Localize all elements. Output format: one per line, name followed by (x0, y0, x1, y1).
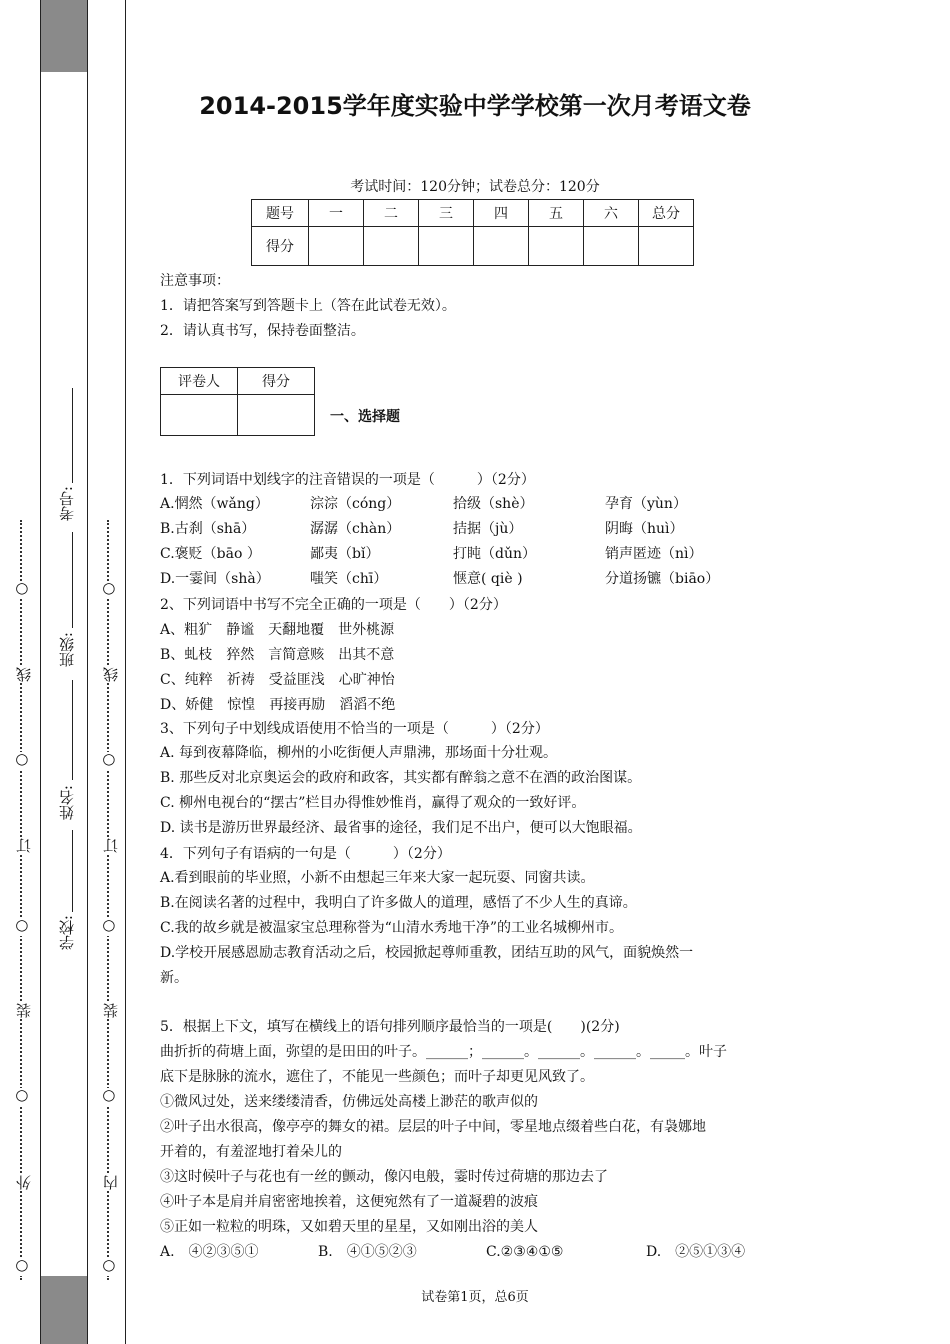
q5-choice-c: C.②③④①⑤ (486, 1244, 564, 1260)
margin-line-left (40, 0, 41, 1344)
page-title: 2014-2015学年度实验中学学校第一次月考语文卷 (199, 92, 751, 120)
score-cell[interactable] (419, 227, 474, 266)
q5-item-5: ⑤正如一粒粒的明珠，又如碧天里的星星，又如刚出浴的美人 (160, 1219, 538, 1235)
school-label: 学校: (58, 915, 76, 951)
q1-option-b (160, 518, 684, 538)
section-title: 一、选择题 (330, 409, 400, 425)
score-cell[interactable] (364, 227, 419, 266)
score-header-cell: 题号 (252, 200, 309, 227)
q1-d-1: D.一霎间（shà） (160, 571, 270, 587)
q3-option-b: B. 那些反对北京奥运会的政府和政客，其实都有醉翁之意不在酒的政治图谋。 (160, 770, 642, 786)
score-header-cell: 五 (529, 200, 584, 227)
q5-item-2-cont: 开着的，有羞涩地打着朵儿的 (160, 1144, 342, 1160)
q4-option-d: D.学校开展感恩励志教育活动之后，校园掀起尊师重教，团结互助的风气，面貌焕然一 (160, 945, 694, 961)
score-header-cell: 二 (364, 200, 419, 227)
q1-a-3: 拾级（shè） (453, 496, 534, 512)
q5-passage-1: 曲折折的荷塘上面，弥望的是田田的叶子。______；______。______。______。_____。叶子 (160, 1044, 727, 1060)
grader-header: 评卷人 (161, 368, 238, 395)
q1-d-4: 分道扬镳（biāo） (605, 571, 720, 587)
q5-choice-a: A. ④②③⑤① (160, 1244, 259, 1260)
q5-choice-d: D. ②⑤①③④ (646, 1244, 746, 1260)
inner-dotted-line (107, 520, 109, 1280)
q3-option-d: D. 读书是游历世界最经济、最省事的途径，我们足不出户，便可以大饱眼福。 (160, 820, 642, 836)
q2-option-a: A、粗犷 静谧 天翻地覆 世外桃源 (160, 622, 395, 638)
q5-passage-2: 底下是脉脉的流水，遮住了，不能见一些颜色；而叶子却更见风致了。 (160, 1069, 594, 1085)
q5-choices (160, 1241, 745, 1261)
name-label: 姓名: (58, 785, 76, 821)
q1-c-1: C.褒贬（bāo ） (160, 546, 261, 562)
inner-nei-char: 内 (102, 1175, 120, 1190)
score-header-cell: 一 (309, 200, 364, 227)
q1-b-1: B.古刹（shā） (160, 521, 256, 537)
outer-ding-char: 订 (15, 838, 33, 853)
q1-a-1: A.惘然（wǎng） (160, 496, 269, 512)
margin-line-middle (87, 0, 88, 1344)
grader-score-header: 得分 (238, 368, 315, 395)
score-table (251, 199, 694, 266)
score-header-cell: 四 (474, 200, 529, 227)
outer-zhuang-char: 装 (15, 1003, 33, 1018)
score-header-cell: 总分 (639, 200, 694, 227)
q1-b-3: 拮据（jù） (453, 521, 523, 537)
inner-ding-char: 订 (102, 838, 120, 853)
q1-d-2: 嗤笑（chī） (310, 571, 388, 587)
q3-stem: 3、下列句子中划线成语使用不恰当的一项是（ ）（2分） (160, 721, 549, 737)
inner-circle-2: ○ (100, 752, 118, 770)
q1-c-3: 打盹（dǔn） (453, 546, 536, 562)
outer-circle-5: ○ (13, 1258, 31, 1276)
outer-wai-char: 外 (15, 1175, 33, 1190)
q5-choice-b: B. ④①⑤②③ (318, 1244, 417, 1260)
q1-b-2: 潺潺（chàn） (310, 521, 401, 537)
exam-no-label: 考号: (58, 486, 76, 522)
exam-info: 考试时间：120分钟；试卷总分：120分 (350, 179, 600, 195)
score-cell[interactable] (639, 227, 694, 266)
page-footer: 试卷第1页，总6页 (421, 1290, 529, 1305)
score-header-cell: 六 (584, 200, 639, 227)
margin-line-right (125, 0, 126, 1344)
q4-option-c: C.我的故乡就是被温家宝总理称誉为“山清水秀地干净”的工业名城柳州市。 (160, 920, 623, 936)
class-field[interactable] (72, 532, 73, 628)
q5-item-4: ④叶子本是肩并肩密密地挨着，这便宛然有了一道凝碧的波痕 (160, 1194, 538, 1210)
q1-option-a (160, 493, 687, 513)
outer-circle-3: ○ (13, 918, 31, 936)
grader-score-cell[interactable] (238, 395, 315, 436)
school-field[interactable] (72, 830, 73, 912)
notes-heading: 注意事项： (160, 273, 230, 289)
score-header-cell: 三 (419, 200, 474, 227)
inner-circle-3: ○ (100, 918, 118, 936)
q1-a-2: 淙淙（cóng） (310, 496, 401, 512)
outer-circle-1: ○ (13, 581, 31, 599)
q2-option-d: D、娇健 惊惶 再接再励 滔滔不绝 (160, 697, 396, 713)
score-cell[interactable] (309, 227, 364, 266)
margin-gray-band-top (41, 0, 87, 72)
outer-circle-2: ○ (13, 752, 31, 770)
q1-option-c (160, 543, 703, 563)
notes-item: 1．请把答案写到答题卡上（答在此试卷无效）。 (160, 298, 456, 314)
q1-b-4: 阴晦（huì） (605, 521, 684, 537)
outer-circle-4: ○ (13, 1088, 31, 1106)
q1-option-d (160, 568, 719, 588)
q2-option-c: C、纯粹 祈祷 受益匪浅 心旷神怡 (160, 672, 395, 688)
exam-no-field[interactable] (72, 388, 73, 483)
class-label: 班级: (58, 632, 76, 668)
q4-option-a: A.看到眼前的毕业照，小新不由想起三年来大家一起玩耍、同窗共读。 (160, 870, 595, 886)
grader-cell[interactable] (161, 395, 238, 436)
q5-stem: 5．根据上下文，填写在横线上的语句排列顺序最恰当的一项是( )(2分) (160, 1019, 620, 1035)
q4-stem: 4．下列句子有语病的一句是（ ）（2分） (160, 846, 451, 862)
q3-option-a: A. 每到夜幕降临，柳州的小吃街便人声鼎沸，那场面十分壮观。 (160, 745, 558, 761)
q1-stem: 1．下列词语中划线字的注音错误的一项是（ ）（2分） (160, 472, 535, 488)
q3-option-c: C. 柳州电视台的“摆古”栏目办得惟妙惟肖，赢得了观众的一致好评。 (160, 795, 586, 811)
q4-option-d-cont: 新。 (160, 970, 188, 986)
q4-option-b: B.在阅读名著的过程中，我明白了许多做人的道理，感悟了不少人生的真谛。 (160, 895, 637, 911)
inner-circle-4: ○ (100, 1088, 118, 1106)
q1-a-4: 孕育（yùn） (605, 496, 687, 512)
score-cell[interactable] (529, 227, 584, 266)
score-cell[interactable] (584, 227, 639, 266)
q5-item-3: ③这时候叶子与花也有一丝的颤动，像闪电般，霎时传过荷塘的那边去了 (160, 1169, 608, 1185)
inner-zhuang-char: 装 (102, 1003, 120, 1018)
inner-circle-1: ○ (100, 581, 118, 599)
q5-item-1: ①微风过处，送来缕缕清香，仿佛远处高楼上渺茫的歌声似的 (160, 1094, 538, 1110)
inner-line-char: 线 (102, 667, 120, 682)
q1-c-4: 销声匿迹（nì） (605, 546, 703, 562)
inner-circle-5: ○ (100, 1258, 118, 1276)
name-field[interactable] (72, 680, 73, 780)
q2-option-b: B、虬枝 猝然 言简意赅 出其不意 (160, 647, 395, 663)
score-cell[interactable] (474, 227, 529, 266)
outer-dotted-line (20, 520, 22, 1280)
score-row-label: 得分 (252, 227, 309, 266)
q1-d-3: 惬意( qiè ) (453, 571, 523, 587)
q5-item-2: ②叶子出水很高，像亭亭的舞女的裙。层层的叶子中间，零星地点缀着些白花，有袅娜地 (160, 1119, 706, 1135)
notes-item: 2．请认真书写，保持卷面整洁。 (160, 323, 365, 339)
outer-line-char: 线 (15, 667, 33, 682)
q2-stem: 2、下列词语中书写不完全正确的一项是（ ）（2分） (160, 597, 507, 613)
grader-table (160, 367, 315, 436)
q1-c-2: 鄙夷（bǐ） (310, 546, 380, 562)
